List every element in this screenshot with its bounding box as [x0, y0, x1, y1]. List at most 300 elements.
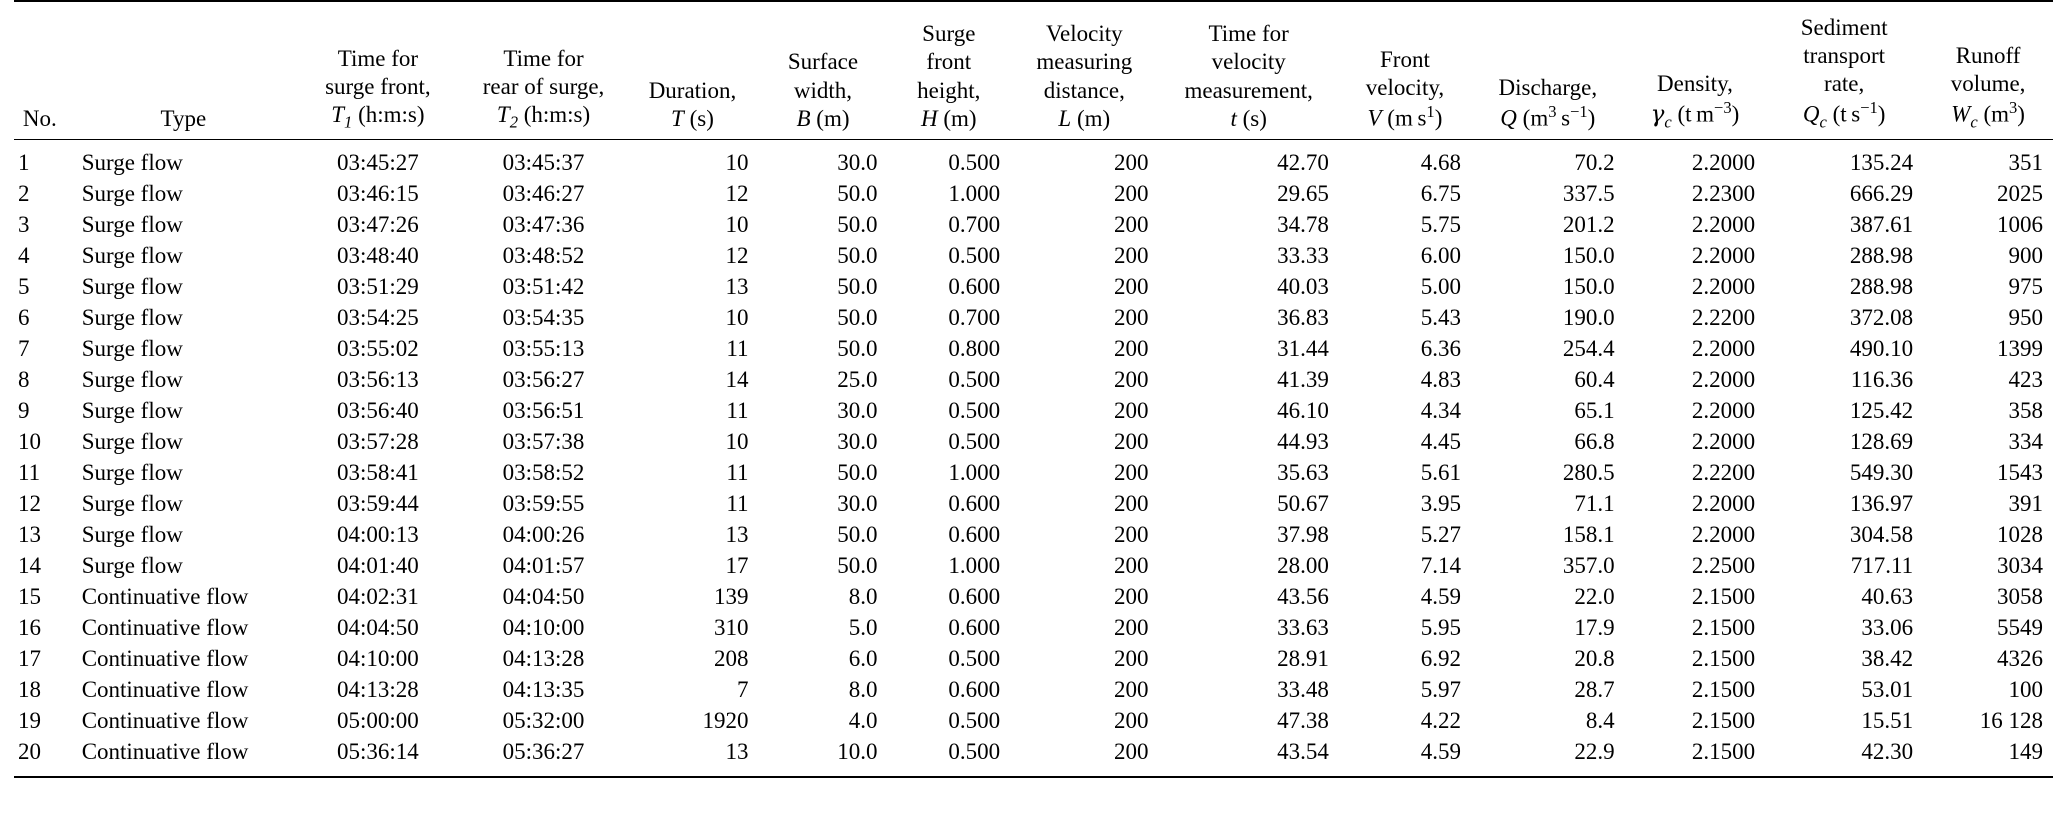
cell-velocity-measure-time: 34.78 — [1277, 211, 1329, 237]
cell-surge-front-time: 03:55:02 — [336, 335, 419, 361]
table-footer — [14, 777, 2053, 778]
cell-runoff-volume: 358 — [2008, 397, 2043, 423]
cell-type: Surge flow — [81, 553, 183, 579]
cell-runoff-volume: 1543 — [1997, 460, 2043, 486]
cell-sediment-transport-rate: 40.63 — [1861, 584, 1914, 610]
cell-no: 9 — [18, 397, 30, 423]
cell-surge-front-height: 1.000 — [948, 180, 1001, 206]
cell-velocity-distance: 200 — [1113, 677, 1149, 703]
cell-surface-width: 10.0 — [837, 739, 878, 765]
cell-duration: 1920 — [702, 708, 749, 734]
cell-velocity-measure-time: 33.48 — [1277, 677, 1329, 703]
cell-velocity-distance: 200 — [1113, 615, 1149, 641]
cell-velocity-measure-time: 50.67 — [1277, 491, 1329, 517]
cell-runoff-volume: 975 — [2008, 273, 2043, 299]
cell-velocity-measure-time: 43.54 — [1277, 739, 1329, 765]
cell-front-velocity: 3.95 — [1420, 491, 1461, 517]
table-body — [14, 139, 2053, 776]
cell-surge-front-time: 04:04:50 — [336, 615, 419, 641]
cell-front-velocity: 7.14 — [1420, 553, 1461, 579]
table-row — [14, 427, 2053, 458]
table-row — [14, 582, 2053, 613]
cell-density: 2.2000 — [1691, 429, 1756, 455]
cell-discharge: 22.0 — [1574, 584, 1615, 610]
cell-front-velocity: 5.43 — [1420, 304, 1461, 330]
cell-no: 11 — [18, 460, 41, 486]
cell-surge-front-height: 0.500 — [948, 397, 1001, 423]
cell-rear-surge-time: 04:00:26 — [502, 522, 585, 548]
column-header-no: No. — [14, 1, 72, 139]
cell-no: 12 — [18, 491, 41, 517]
cell-density: 2.2000 — [1691, 211, 1756, 237]
cell-density: 2.2000 — [1691, 335, 1756, 361]
cell-sediment-transport-rate: 549.30 — [1849, 460, 1914, 486]
cell-discharge: 65.1 — [1574, 397, 1615, 423]
cell-type: Continuative flow — [81, 677, 249, 703]
cell-discharge: 201.2 — [1562, 211, 1615, 237]
table-row — [14, 209, 2053, 240]
cell-runoff-volume: 16 128 — [1979, 708, 2043, 734]
cell-front-velocity: 5.61 — [1420, 460, 1461, 486]
table-row — [14, 458, 2053, 489]
cell-surge-front-time: 05:00:00 — [336, 708, 419, 734]
cell-velocity-distance: 200 — [1113, 242, 1149, 268]
cell-surge-front-time: 03:57:28 — [336, 429, 419, 455]
cell-no: 10 — [18, 429, 41, 455]
cell-no: 15 — [18, 584, 41, 610]
cell-rear-surge-time: 03:59:55 — [502, 491, 585, 517]
cell-surge-front-time: 03:56:40 — [336, 397, 419, 423]
cell-velocity-distance: 200 — [1113, 366, 1149, 392]
cell-surge-front-height: 0.600 — [948, 491, 1001, 517]
table-row — [14, 675, 2053, 706]
cell-discharge: 70.2 — [1471, 139, 1625, 178]
cell-sediment-transport-rate: 666.29 — [1849, 180, 1914, 206]
cell-rear-surge-time: 03:54:35 — [502, 304, 585, 330]
table-row — [14, 178, 2053, 209]
cell-surge-front-time: 03:48:40 — [336, 242, 419, 268]
cell-velocity-measure-time: 28.00 — [1277, 553, 1329, 579]
cell-no: 16 — [18, 615, 41, 641]
cell-velocity-measure-time: 43.56 — [1277, 584, 1329, 610]
cell-front-velocity: 4.59 — [1420, 739, 1461, 765]
cell-duration: 13 — [725, 522, 749, 548]
cell-rear-surge-time: 03:45:37 — [461, 139, 627, 178]
cell-velocity-distance: 200 — [1113, 646, 1149, 672]
cell-type: Surge flow — [81, 366, 183, 392]
cell-surface-width: 50.0 — [837, 304, 878, 330]
cell-velocity-distance: 200 — [1113, 211, 1149, 237]
cell-sediment-transport-rate: 288.98 — [1849, 242, 1914, 268]
cell-surface-width: 50.0 — [837, 553, 878, 579]
cell-rear-surge-time: 03:57:38 — [502, 429, 585, 455]
cell-front-velocity: 4.83 — [1420, 366, 1461, 392]
cell-surge-front-height: 0.500 — [887, 139, 1010, 178]
cell-velocity-measure-time: 33.33 — [1277, 242, 1329, 268]
cell-surface-width: 4.0 — [848, 708, 878, 734]
cell-runoff-volume: 1006 — [1997, 211, 2043, 237]
cell-velocity-distance: 200 — [1113, 708, 1149, 734]
cell-sediment-transport-rate: 38.42 — [1861, 646, 1914, 672]
cell-discharge: 150.0 — [1562, 273, 1615, 299]
table-row — [14, 737, 2053, 777]
cell-rear-surge-time: 04:04:50 — [502, 584, 585, 610]
cell-velocity-distance: 200 — [1113, 180, 1149, 206]
cell-duration: 310 — [714, 615, 749, 641]
cell-type: Surge flow — [81, 522, 183, 548]
column-header-surge-front-time: Time for surge front, $T_1$ (h:m:s) — [295, 1, 461, 139]
cell-duration: 12 — [725, 180, 749, 206]
cell-density: 2.2000 — [1691, 522, 1756, 548]
cell-surge-front-time: 03:46:15 — [336, 180, 419, 206]
cell-velocity-measure-time: 44.93 — [1277, 429, 1329, 455]
cell-rear-surge-time: 04:01:57 — [502, 553, 585, 579]
cell-density: 2.1500 — [1691, 739, 1756, 765]
cell-surge-front-height: 1.000 — [948, 553, 1001, 579]
cell-sediment-transport-rate: 372.08 — [1849, 304, 1914, 330]
cell-type: Surge flow — [81, 491, 183, 517]
cell-velocity-distance: 200 — [1113, 739, 1149, 765]
column-header-sediment-transport-rate: Sediment transport rate, $Q_c$ (t $s^{-1}$) — [1765, 1, 1923, 139]
cell-runoff-volume: 1399 — [1997, 335, 2043, 361]
table-row — [14, 302, 2053, 333]
cell-duration: 17 — [725, 553, 749, 579]
cell-duration: 11 — [726, 397, 749, 423]
cell-front-velocity: 6.92 — [1420, 646, 1461, 672]
cell-front-velocity: 5.97 — [1420, 677, 1461, 703]
debris-flow-data-table — [14, 0, 2053, 778]
cell-front-velocity: 6.75 — [1420, 180, 1461, 206]
cell-runoff-volume: 900 — [2008, 242, 2043, 268]
cell-sediment-transport-rate: 128.69 — [1849, 429, 1914, 455]
cell-density: 2.1500 — [1691, 646, 1756, 672]
cell-surface-width: 8.0 — [848, 677, 878, 703]
cell-surface-width: 50.0 — [837, 460, 878, 486]
cell-discharge: 28.7 — [1574, 677, 1615, 703]
cell-sediment-transport-rate: 42.30 — [1861, 739, 1914, 765]
cell-sediment-transport-rate: 135.24 — [1765, 139, 1923, 178]
cell-type: Continuative flow — [81, 708, 249, 734]
cell-rear-surge-time: 03:55:13 — [502, 335, 585, 361]
cell-rear-surge-time: 03:46:27 — [502, 180, 585, 206]
cell-type: Continuative flow — [81, 615, 249, 641]
cell-type: Surge flow — [81, 273, 183, 299]
cell-rear-surge-time: 03:51:42 — [502, 273, 585, 299]
cell-discharge: 190.0 — [1562, 304, 1615, 330]
cell-velocity-measure-time: 33.63 — [1277, 615, 1329, 641]
cell-duration: 139 — [714, 584, 749, 610]
cell-density: 2.2200 — [1691, 460, 1756, 486]
column-header-surge-front-height: Surge front height, H (m) — [887, 1, 1010, 139]
cell-duration: 12 — [725, 242, 749, 268]
cell-no: 17 — [18, 646, 41, 672]
cell-runoff-volume: 950 — [2008, 304, 2043, 330]
cell-front-velocity: 4.45 — [1420, 429, 1461, 455]
cell-surge-front-height: 0.500 — [948, 708, 1001, 734]
cell-density: 2.1500 — [1691, 677, 1756, 703]
cell-surge-front-height: 1.000 — [948, 460, 1001, 486]
cell-surface-width: 25.0 — [837, 366, 878, 392]
cell-duration: 13 — [725, 739, 749, 765]
column-header-density: Density, $\gamma_c$ (t $m^{-3}$) — [1625, 1, 1766, 139]
cell-discharge: 337.5 — [1562, 180, 1615, 206]
cell-type: Surge flow — [81, 242, 183, 268]
cell-rear-surge-time: 03:56:27 — [502, 366, 585, 392]
cell-front-velocity: 5.27 — [1420, 522, 1461, 548]
cell-density: 2.2300 — [1691, 180, 1756, 206]
table-row — [14, 333, 2053, 364]
cell-discharge: 158.1 — [1562, 522, 1615, 548]
table-header-row — [14, 1, 2053, 139]
cell-surface-width: 30.0 — [837, 491, 878, 517]
cell-discharge: 8.4 — [1585, 708, 1615, 734]
cell-density: 2.2000 — [1691, 366, 1756, 392]
cell-velocity-measure-time: 41.39 — [1277, 366, 1329, 392]
cell-sediment-transport-rate: 15.51 — [1861, 708, 1914, 734]
cell-velocity-distance: 200 — [1113, 491, 1149, 517]
table-row — [14, 271, 2053, 302]
table-row — [14, 489, 2053, 520]
cell-sediment-transport-rate: 116.36 — [1850, 366, 1914, 392]
cell-velocity-distance: 200 — [1113, 460, 1149, 486]
cell-surge-front-height: 0.600 — [948, 273, 1001, 299]
cell-duration: 10 — [725, 429, 749, 455]
table-bottom-rule — [14, 777, 2053, 778]
cell-surge-front-time: 04:02:31 — [336, 584, 419, 610]
cell-duration: 11 — [726, 491, 749, 517]
cell-density: 2.1500 — [1691, 584, 1756, 610]
cell-surface-width: 50.0 — [837, 273, 878, 299]
cell-sediment-transport-rate: 490.10 — [1849, 335, 1914, 361]
cell-type: Surge flow — [81, 460, 183, 486]
cell-sediment-transport-rate: 387.61 — [1849, 211, 1914, 237]
cell-velocity-measure-time: 46.10 — [1277, 397, 1329, 423]
cell-no: 3 — [18, 211, 30, 237]
cell-discharge: 17.9 — [1574, 615, 1615, 641]
cell-surge-front-height: 0.600 — [948, 615, 1001, 641]
cell-runoff-volume: 100 — [2008, 677, 2043, 703]
cell-surge-front-time: 03:51:29 — [336, 273, 419, 299]
cell-density: 2.2000 — [1691, 397, 1756, 423]
cell-velocity-measure-time: 42.70 — [1158, 139, 1338, 178]
column-header-runoff-volume: Runoff volume, $W_c$ $(m^3)$ — [1923, 1, 2053, 139]
table-header — [14, 1, 2053, 139]
cell-surge-front-height: 0.500 — [948, 739, 1001, 765]
cell-velocity-distance: 200 — [1113, 553, 1149, 579]
cell-rear-surge-time: 04:13:28 — [502, 646, 585, 672]
cell-runoff-volume: 423 — [2008, 366, 2043, 392]
cell-type: Surge flow — [81, 304, 183, 330]
table-row — [14, 644, 2053, 675]
cell-discharge: 280.5 — [1562, 460, 1615, 486]
cell-discharge: 150.0 — [1562, 242, 1615, 268]
cell-front-velocity: 5.95 — [1420, 615, 1461, 641]
cell-type: Continuative flow — [81, 584, 249, 610]
table-row — [14, 139, 2053, 178]
cell-surge-front-height: 0.700 — [948, 304, 1001, 330]
cell-surge-front-height: 0.600 — [948, 584, 1001, 610]
cell-front-velocity: 4.59 — [1420, 584, 1461, 610]
cell-surface-width: 50.0 — [837, 211, 878, 237]
cell-surge-front-time: 04:13:28 — [336, 677, 419, 703]
cell-surge-front-height: 0.700 — [948, 211, 1001, 237]
cell-surge-front-time: 03:56:13 — [336, 366, 419, 392]
cell-sediment-transport-rate: 33.06 — [1861, 615, 1914, 641]
column-header-rear-surge-time: Time for rear of surge, $T_2$ (h:m:s) — [461, 1, 627, 139]
cell-type: Surge flow — [72, 139, 295, 178]
cell-duration: 208 — [714, 646, 749, 672]
cell-surge-front-time: 03:59:44 — [336, 491, 419, 517]
column-header-velocity-measure-time: Time for velocity measurement, t (s) — [1158, 1, 1338, 139]
cell-surface-width: 5.0 — [848, 615, 878, 641]
cell-runoff-volume: 334 — [2008, 429, 2043, 455]
cell-surge-front-time: 03:58:41 — [336, 460, 419, 486]
cell-surge-front-height: 0.600 — [948, 522, 1001, 548]
cell-surge-front-height: 0.500 — [948, 242, 1001, 268]
cell-discharge: 60.4 — [1574, 366, 1615, 392]
cell-type: Surge flow — [81, 180, 183, 206]
cell-surge-front-time: 03:45:27 — [295, 139, 461, 178]
table-row — [14, 706, 2053, 737]
cell-no: 8 — [18, 366, 30, 392]
cell-no: 19 — [18, 708, 41, 734]
cell-surge-front-time: 03:54:25 — [336, 304, 419, 330]
cell-rear-surge-time: 03:48:52 — [502, 242, 585, 268]
column-header-duration: Duration, T (s) — [626, 1, 758, 139]
cell-rear-surge-time: 03:58:52 — [502, 460, 585, 486]
column-header-velocity-distance: Velocity measuring distance, L (m) — [1010, 1, 1158, 139]
cell-front-velocity: 4.22 — [1420, 708, 1461, 734]
cell-velocity-measure-time: 28.91 — [1277, 646, 1329, 672]
cell-no: 20 — [18, 739, 41, 765]
table-row — [14, 613, 2053, 644]
cell-velocity-measure-time: 37.98 — [1277, 522, 1329, 548]
cell-duration: 7 — [737, 677, 749, 703]
table-row — [14, 551, 2053, 582]
cell-discharge: 22.9 — [1574, 739, 1615, 765]
cell-type: Continuative flow — [81, 646, 249, 672]
cell-no: 14 — [18, 553, 41, 579]
cell-duration: 10 — [626, 139, 758, 178]
cell-runoff-volume: 2025 — [1997, 180, 2043, 206]
cell-no: 13 — [18, 522, 41, 548]
cell-surge-front-time: 04:00:13 — [336, 522, 419, 548]
cell-velocity-distance: 200 — [1113, 304, 1149, 330]
cell-rear-surge-time: 05:36:27 — [502, 739, 585, 765]
cell-no: 5 — [18, 273, 30, 299]
cell-rear-surge-time: 03:47:36 — [502, 211, 585, 237]
cell-velocity-distance: 200 — [1113, 335, 1149, 361]
cell-rear-surge-time: 04:10:00 — [502, 615, 585, 641]
cell-sediment-transport-rate: 304.58 — [1849, 522, 1914, 548]
cell-discharge: 20.8 — [1574, 646, 1615, 672]
cell-density: 2.2000 — [1691, 242, 1756, 268]
cell-surge-front-height: 0.500 — [948, 366, 1001, 392]
table-row — [14, 364, 2053, 395]
cell-type: Surge flow — [81, 335, 183, 361]
cell-runoff-volume: 3034 — [1997, 553, 2043, 579]
cell-surface-width: 50.0 — [837, 180, 878, 206]
cell-velocity-distance: 200 — [1113, 397, 1149, 423]
cell-front-velocity: 6.00 — [1420, 242, 1461, 268]
cell-velocity-distance: 200 — [1113, 584, 1149, 610]
cell-density: 2.1500 — [1691, 708, 1756, 734]
cell-velocity-distance: 200 — [1113, 522, 1149, 548]
column-header-type: Type — [72, 1, 295, 139]
cell-duration: 11 — [726, 460, 749, 486]
cell-surge-front-height: 0.600 — [948, 677, 1001, 703]
cell-surface-width: 30.0 — [759, 139, 888, 178]
cell-surge-front-time: 04:01:40 — [336, 553, 419, 579]
cell-discharge: 71.1 — [1574, 491, 1615, 517]
cell-runoff-volume: 1028 — [1997, 522, 2043, 548]
cell-discharge: 357.0 — [1562, 553, 1615, 579]
cell-no: 1 — [14, 139, 72, 178]
cell-no: 7 — [18, 335, 30, 361]
cell-surge-front-time: 05:36:14 — [336, 739, 419, 765]
cell-rear-surge-time: 03:56:51 — [502, 397, 585, 423]
cell-runoff-volume: 149 — [2008, 739, 2043, 765]
cell-discharge: 66.8 — [1574, 429, 1615, 455]
cell-sediment-transport-rate: 717.11 — [1850, 553, 1914, 579]
cell-no: 18 — [18, 677, 41, 703]
cell-surface-width: 50.0 — [837, 242, 878, 268]
cell-runoff-volume: 4326 — [1997, 646, 2043, 672]
cell-surge-front-height: 0.500 — [948, 429, 1001, 455]
cell-front-velocity: 4.34 — [1420, 397, 1461, 423]
cell-surface-width: 30.0 — [837, 429, 878, 455]
cell-front-velocity: 5.75 — [1420, 211, 1461, 237]
cell-duration: 10 — [725, 211, 749, 237]
cell-no: 6 — [18, 304, 30, 330]
cell-density: 2.2500 — [1691, 553, 1756, 579]
cell-velocity-measure-time: 35.63 — [1277, 460, 1329, 486]
cell-no: 4 — [18, 242, 30, 268]
column-header-front-velocity: Front velocity, V (m $s^1$) — [1339, 1, 1471, 139]
cell-front-velocity: 5.00 — [1420, 273, 1461, 299]
cell-duration: 13 — [725, 273, 749, 299]
cell-runoff-volume: 391 — [2008, 491, 2043, 517]
cell-velocity-distance: 200 — [1113, 273, 1149, 299]
cell-type: Surge flow — [81, 429, 183, 455]
cell-sediment-transport-rate: 125.42 — [1849, 397, 1914, 423]
cell-surface-width: 6.0 — [848, 646, 878, 672]
cell-velocity-distance: 200 — [1010, 139, 1158, 178]
cell-type: Surge flow — [81, 397, 183, 423]
cell-front-velocity: 4.68 — [1339, 139, 1471, 178]
cell-surface-width: 8.0 — [848, 584, 878, 610]
cell-runoff-volume: 5549 — [1997, 615, 2043, 641]
column-header-surface-width: Surface width, B (m) — [759, 1, 888, 139]
cell-duration: 14 — [725, 366, 749, 392]
cell-no: 2 — [18, 180, 30, 206]
cell-front-velocity: 6.36 — [1420, 335, 1461, 361]
cell-type: Continuative flow — [81, 739, 249, 765]
cell-density: 2.2000 — [1691, 273, 1756, 299]
cell-duration: 10 — [725, 304, 749, 330]
cell-velocity-measure-time: 36.83 — [1277, 304, 1329, 330]
cell-duration: 11 — [726, 335, 749, 361]
cell-velocity-measure-time: 31.44 — [1277, 335, 1329, 361]
cell-sediment-transport-rate: 136.97 — [1849, 491, 1914, 517]
cell-surge-front-height: 0.800 — [948, 335, 1001, 361]
cell-velocity-measure-time: 29.65 — [1277, 180, 1329, 206]
cell-rear-surge-time: 05:32:00 — [502, 708, 585, 734]
cell-runoff-volume: 3058 — [1997, 584, 2043, 610]
cell-velocity-measure-time: 40.03 — [1277, 273, 1329, 299]
cell-runoff-volume: 351 — [1923, 139, 2053, 178]
cell-type: Surge flow — [81, 211, 183, 237]
